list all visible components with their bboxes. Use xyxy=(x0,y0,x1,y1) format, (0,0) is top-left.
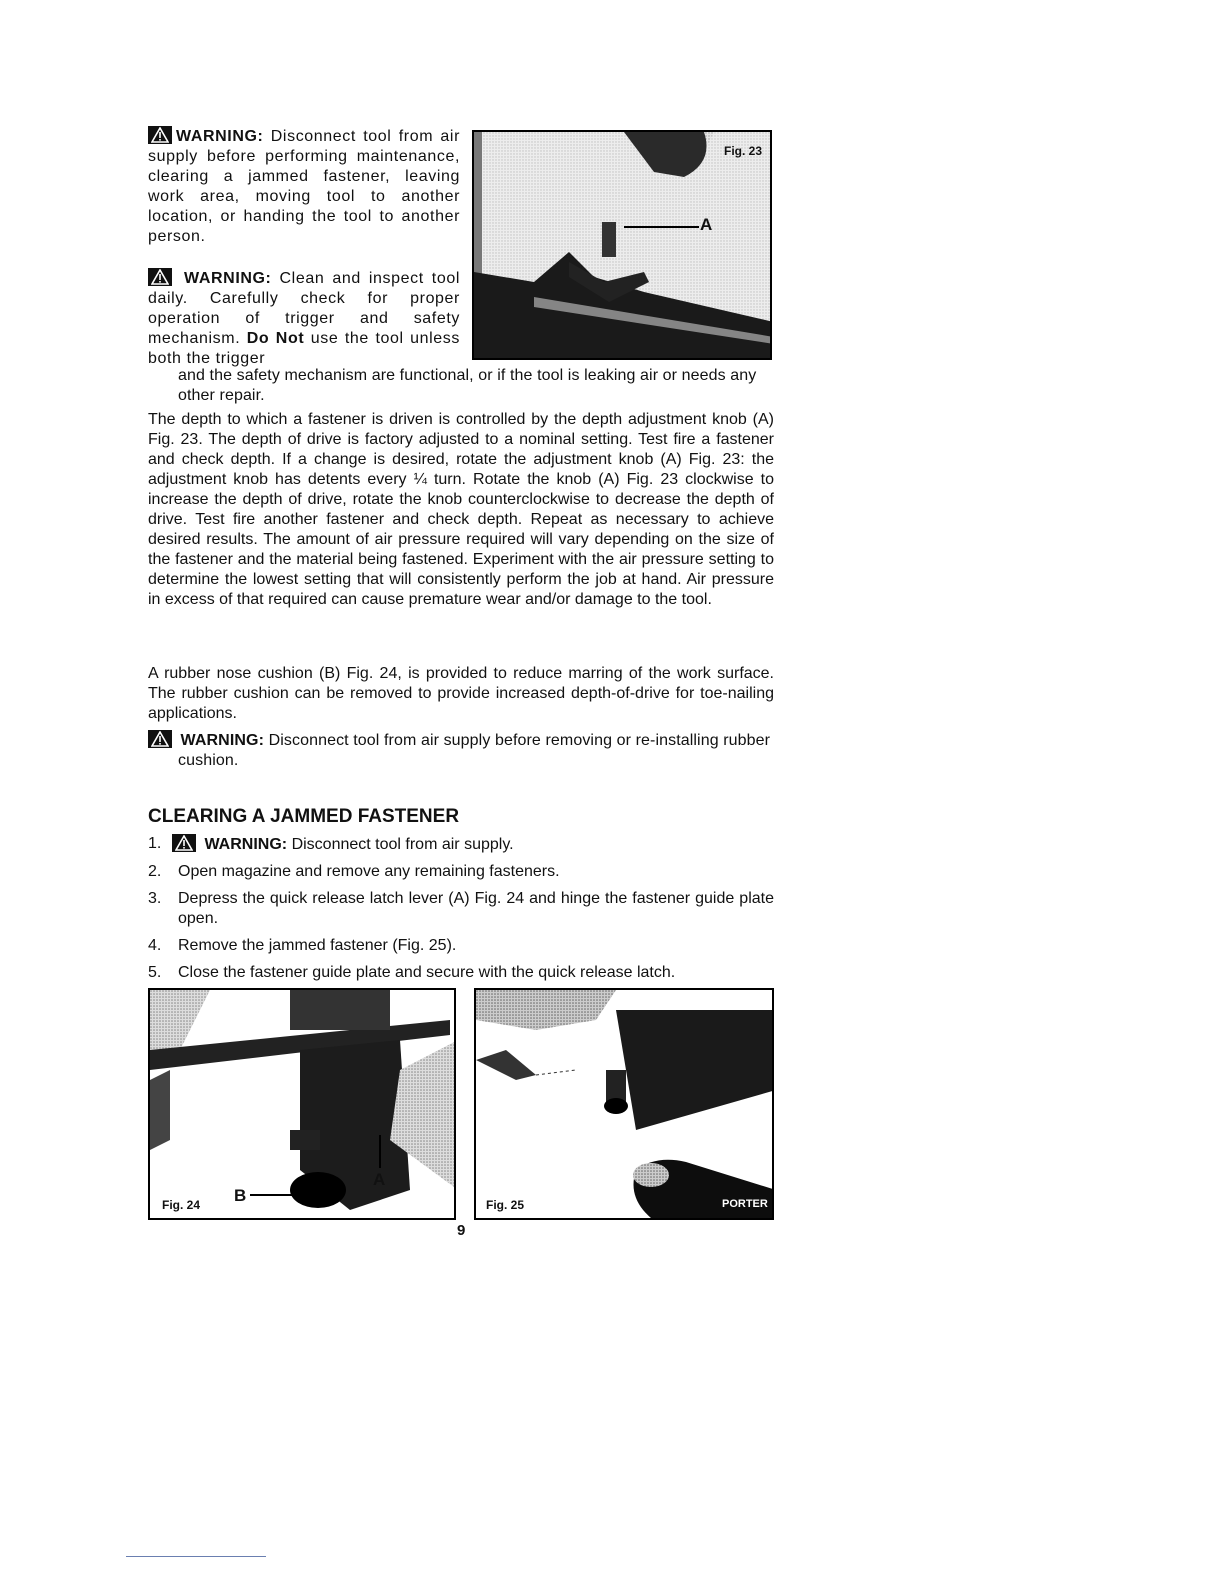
warning-text-continued: and the safety mechanism are functional, or if the tool is leaking air or needs any other repair. xyxy=(178,367,757,404)
figure-23-image xyxy=(472,130,772,360)
step-warning-label: WARNING: xyxy=(204,836,288,853)
fig25-label: Fig. 25 xyxy=(486,1198,525,1212)
step-text: Depress the quick release latch lever (A) Fig. 24 and hinge the fastener guide plate open. xyxy=(178,890,774,927)
step-text: Close the fastener guide plate and secure with the quick release latch. xyxy=(178,964,676,981)
warning-disconnect-maintenance xyxy=(148,126,460,247)
warning-text-cont: use the tool unless both the trigger xyxy=(148,330,461,367)
rubber-cushion-paragraph xyxy=(148,664,774,724)
page-number: 9 xyxy=(457,1222,466,1239)
step-number: 1. xyxy=(148,835,162,852)
step-number: 3. xyxy=(148,890,162,907)
warning-triangle-icon xyxy=(172,834,196,852)
warning-label: WARNING: xyxy=(184,270,272,287)
section-heading: CLEARING A JAMMED FASTENER xyxy=(148,806,460,827)
figure-24-image xyxy=(148,988,456,1220)
fig24-label: Fig. 24 xyxy=(162,1198,201,1212)
step-number: 4. xyxy=(148,937,162,954)
step-item xyxy=(148,834,774,855)
warning-triangle-icon xyxy=(148,730,172,748)
fig23-illustration xyxy=(474,132,772,360)
warning-text: Clean and inspect tool daily. Carefully check for proper operation of trigger and safety mechanism. xyxy=(148,270,461,347)
warning-label: WARNING: xyxy=(176,128,264,145)
clearing-steps-list xyxy=(148,834,774,990)
step-item xyxy=(148,963,774,983)
fig23-label: Fig. 23 xyxy=(723,144,762,158)
warning-clean-inspect-continued xyxy=(178,366,778,406)
porter-brand-text: PORTER xyxy=(722,1198,768,1210)
depth-adjustment-paragraph xyxy=(148,410,774,610)
step-number: 2. xyxy=(148,863,162,880)
step-item xyxy=(148,862,774,882)
step-number: 5. xyxy=(148,964,162,981)
fig24-callout-a: A xyxy=(373,1170,386,1189)
footer-divider xyxy=(126,1556,266,1557)
fig24-illustration xyxy=(150,990,456,1220)
warning-text: Disconnect tool from air supply before performing maintenance, clearing a jammed fastener, leaving work area, moving tool to another location, or handing the tool to another person. xyxy=(148,128,461,245)
warning-label: WARNING: xyxy=(180,732,265,749)
step-item xyxy=(148,936,774,956)
fig23-callout-a: A xyxy=(700,215,713,234)
depth-adjustment-text: The depth to which a fastener is driven is controlled by the depth adjustment knob (A) Fig. 23. The depth of drive is factory adjusted to a nominal setting. Test fire a fastener and check depth. If a change is desired, rotate the adjustment knob (A) Fig. 23: the adjustment knob has detents every ¼ turn. Rotate the knob (A) Fig. 23 clockwise to increase the depth of drive, rotate the knob counterclockwise to decrease the depth of drive. Test fire another fastener and check depth. Repeat as necessary to achieve desired results. The amount of air pressure required will vary depending on the size of the fastener and the material being fastened. Experiment with the air pressure setting to determine the lowest setting that will consistently perform the job at hand. Air pressure in excess of that required can cause premature wear and/or damage to the tool. xyxy=(148,411,774,608)
warning-triangle-icon xyxy=(148,126,172,144)
warning-rubber-cushion xyxy=(148,730,774,771)
rubber-cushion-text: A rubber nose cushion (B) Fig. 24, is provided to reduce marring of the work surface. The rubber cushion can be removed to provide increased depth-of-drive for toe-nailing applications. xyxy=(148,665,774,722)
step-text: Open magazine and remove any remaining fasteners. xyxy=(178,863,560,880)
figure-25-image xyxy=(474,988,774,1220)
warning-clean-inspect xyxy=(148,268,460,369)
step-text: Remove the jammed fastener (Fig. 25). xyxy=(178,937,457,954)
fig25-illustration xyxy=(476,990,774,1220)
step-item xyxy=(148,889,774,929)
warning-triangle-icon xyxy=(148,268,172,286)
do-not-emphasis: Do Not xyxy=(246,330,305,347)
warning-text: Disconnect tool from air supply before removing or re-installing rubber cushion. xyxy=(178,732,771,769)
step-text: Disconnect tool from air supply. xyxy=(291,836,514,853)
fig24-callout-b: B xyxy=(234,1186,247,1205)
